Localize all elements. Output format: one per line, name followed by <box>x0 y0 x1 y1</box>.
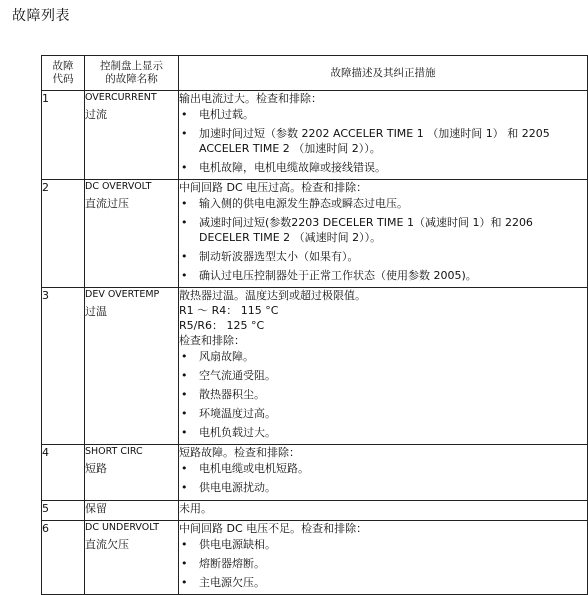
table-row <box>42 445 588 501</box>
corrective-action-item: • 环境温度过高。 <box>179 406 587 421</box>
fault-description-intro: 输出电流过大。检查和排除： <box>179 92 322 105</box>
fault-description-cell <box>179 180 588 288</box>
header-fault-code: 故障 代码 <box>42 56 85 91</box>
corrective-action-item: • 主电源欠压。 <box>179 575 587 590</box>
fault-name-chinese: 过温 <box>85 305 107 318</box>
fault-description-intro: 短路故障。检查和排除： <box>179 446 300 459</box>
table-row <box>42 180 588 288</box>
fault-name-chinese: 直流欠压 <box>85 538 129 551</box>
corrective-action-item: • 风扇故障。 <box>179 349 587 364</box>
corrective-action-list <box>179 107 587 175</box>
fault-code-cell: 5 <box>42 501 85 521</box>
fault-name-chinese: 短路 <box>85 462 107 475</box>
fault-description-cell <box>179 501 588 521</box>
fault-code-cell: 6 <box>42 521 85 595</box>
corrective-action-item: • 输入侧的供电电源发生静态或瞬态过电压。 <box>179 196 587 211</box>
fault-description-intro: 中间回路 DC 电压过高。检查和排除： <box>179 181 368 194</box>
fault-name-english: OVERCURRENT <box>85 92 157 103</box>
fault-name-cell <box>85 180 179 288</box>
fault-description-cell <box>179 521 588 595</box>
corrective-action-item: • 减速时间过短(参数2203 DECELER TIME 1（减速时间 1）和 2206 DECELER TIME 2 （减速时间 2））。 <box>179 215 587 245</box>
table-row <box>42 288 588 445</box>
fault-description-intro: 中间回路 DC 电压不足。检查和排除： <box>179 522 368 535</box>
fault-code-cell: 1 <box>42 91 85 180</box>
fault-table <box>41 55 588 595</box>
fault-description-intro: 散热器过温。温度达到或超过极限值。 <box>179 289 366 302</box>
corrective-action-list <box>179 461 587 495</box>
corrective-action-item: • 电机过载。 <box>179 107 587 122</box>
fault-name-chinese: 保留 <box>85 502 107 515</box>
fault-code-cell: 2 <box>42 180 85 288</box>
corrective-action-list <box>179 349 587 440</box>
corrective-action-item: • 确认过电压控制器处于正常工作状态（使用参数 2005)。 <box>179 268 587 283</box>
corrective-action-item: • 空气流通受阻。 <box>179 368 587 383</box>
corrective-action-item: • 电机负载过大。 <box>179 425 587 440</box>
corrective-action-item: • 电机故障，电机电缆故障或接线错误。 <box>179 160 587 175</box>
fault-name-english: DC OVERVOLT <box>85 181 152 192</box>
fault-description-note: R1 ～ R4： 115 °C <box>179 304 279 317</box>
header-fault-name: 控制盘上显示 的故障名称 <box>85 56 179 91</box>
table-row <box>42 521 588 595</box>
fault-description-intro: 未用。 <box>179 502 212 515</box>
fault-description-cell <box>179 445 588 501</box>
corrective-action-item: • 加速时间过短（参数 2202 ACCELER TIME 1 （加速时间 1） 和 2205 ACCELER TIME 2 （加速时间 2））。 <box>179 126 587 156</box>
corrective-action-list <box>179 196 587 283</box>
fault-description-note: R5/R6： 125 °C <box>179 319 265 332</box>
page-title: 故障列表 <box>12 8 70 24</box>
fault-name-cell <box>85 521 179 595</box>
corrective-action-item: • 供电电源缺相。 <box>179 537 587 552</box>
fault-name-cell <box>85 501 179 521</box>
fault-description-cell <box>179 91 588 180</box>
corrective-action-item: • 电机电缆或电机短路。 <box>179 461 587 476</box>
corrective-action-item: • 供电电源扰动。 <box>179 480 587 495</box>
fault-name-cell <box>85 288 179 445</box>
fault-name-cell <box>85 91 179 180</box>
corrective-action-list <box>179 537 587 590</box>
fault-name-chinese: 过流 <box>85 108 107 121</box>
corrective-action-item: • 散热器积尘。 <box>179 387 587 402</box>
table-header-row <box>42 56 588 91</box>
fault-description-note: 检查和排除： <box>179 334 245 347</box>
corrective-action-item: • 熔断器熔断。 <box>179 556 587 571</box>
fault-code-cell: 4 <box>42 445 85 501</box>
corrective-action-item: • 制动斩波器选型太小（如果有）。 <box>179 249 587 264</box>
table-row <box>42 91 588 180</box>
fault-name-chinese: 直流过压 <box>85 197 129 210</box>
fault-name-cell <box>85 445 179 501</box>
table-row <box>42 501 588 521</box>
fault-code-cell: 3 <box>42 288 85 445</box>
header-fault-description: 故障描述及其纠正措施 <box>179 56 588 91</box>
fault-description-cell <box>179 288 588 445</box>
fault-name-english: SHORT CIRC <box>85 446 143 457</box>
fault-name-english: DEV OVERTEMP <box>85 289 160 300</box>
fault-name-english: DC UNDERVOLT <box>85 522 160 533</box>
